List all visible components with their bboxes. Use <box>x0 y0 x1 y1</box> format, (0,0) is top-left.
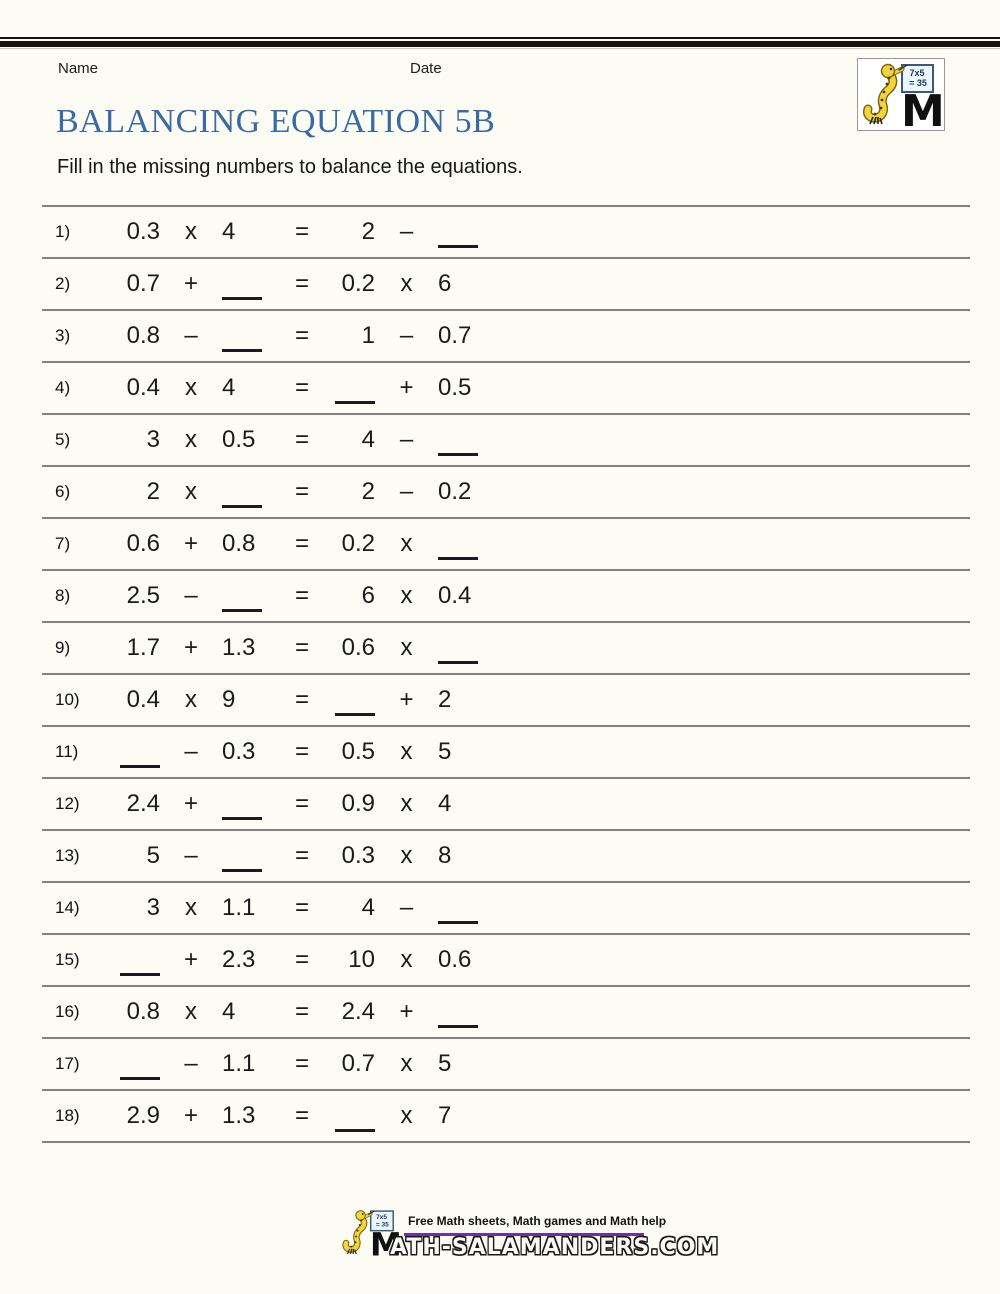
name-label: Name <box>58 60 99 77</box>
operator: x <box>400 842 413 869</box>
answer-blank[interactable] <box>438 217 478 248</box>
top-rule-shadow <box>0 48 1000 49</box>
operand: 1.7 <box>126 634 160 661</box>
equation-number: 10) <box>55 690 80 709</box>
equals-sign: = <box>295 738 310 765</box>
operator: – <box>399 894 414 921</box>
answer-blank[interactable] <box>438 529 478 560</box>
operand: 0.3 <box>341 842 375 869</box>
operator: x <box>400 582 413 609</box>
operator: x <box>185 218 197 245</box>
operand: 1.3 <box>222 634 256 661</box>
operand: 0.7 <box>126 270 160 297</box>
page-title: BALANCING EQUATION 5B <box>56 103 496 140</box>
operand: 2 <box>146 478 160 505</box>
equals-sign: = <box>295 1050 310 1077</box>
equation-row <box>42 935 970 987</box>
equals-sign: = <box>295 946 310 973</box>
answer-blank[interactable] <box>222 841 262 872</box>
operand: 0.4 <box>438 582 472 609</box>
operand: 0.6 <box>126 530 160 557</box>
operand: 1.1 <box>222 894 256 921</box>
operand: 2.4 <box>341 998 375 1025</box>
operand: 2.9 <box>126 1102 160 1129</box>
equation-number: 3) <box>55 326 71 345</box>
operand: 0.8 <box>222 530 256 557</box>
operand: 0.7 <box>341 1050 375 1077</box>
equation-number: 7) <box>55 534 71 553</box>
operand: 0.2 <box>438 478 472 505</box>
equals-sign: = <box>295 374 310 401</box>
answer-blank[interactable] <box>222 477 262 508</box>
operand: 0.3 <box>126 218 160 245</box>
equals-sign: = <box>295 530 310 557</box>
instructions-text: Fill in the missing numbers to balance the equations. <box>57 156 523 178</box>
operator: x <box>185 998 197 1025</box>
equation-number: 17) <box>55 1054 80 1073</box>
equation-row <box>42 987 970 1039</box>
equation-number: 12) <box>55 794 80 813</box>
equation-number: 8) <box>55 586 71 605</box>
operator: – <box>399 322 414 349</box>
operator: + <box>399 998 414 1025</box>
equation-row <box>42 311 970 363</box>
math-salamanders-corner-logo <box>857 58 945 131</box>
operator: – <box>184 322 198 349</box>
operator: + <box>399 374 414 401</box>
equals-sign: = <box>295 686 310 713</box>
answer-blank[interactable] <box>438 997 478 1028</box>
operator: + <box>399 686 414 713</box>
operator: x <box>400 634 413 661</box>
answer-blank[interactable] <box>222 321 262 352</box>
operator: x <box>400 946 413 973</box>
equals-sign: = <box>295 894 310 921</box>
answer-blank[interactable] <box>120 945 160 976</box>
operand: 0.6 <box>438 946 472 973</box>
operator: + <box>183 946 198 973</box>
equation-number: 11) <box>55 742 79 761</box>
equation-row <box>42 831 970 883</box>
equation-number: 2) <box>55 274 71 293</box>
operator: x <box>400 270 413 297</box>
operand: 9 <box>222 686 236 713</box>
operand: 1.1 <box>222 1050 256 1077</box>
equation-number: 18) <box>55 1106 80 1125</box>
equation-number: 5) <box>55 430 71 449</box>
top-rule-thick <box>0 41 1000 47</box>
operand: 8 <box>438 842 452 869</box>
operand: 2 <box>361 478 375 505</box>
operand: 0.5 <box>341 738 375 765</box>
equation-row <box>42 415 970 467</box>
operator: x <box>400 1102 413 1129</box>
operand: 0.4 <box>126 686 160 713</box>
equation-row <box>42 727 970 779</box>
operator: – <box>184 582 198 609</box>
top-rule <box>0 37 1000 39</box>
equation-number: 13) <box>55 846 80 865</box>
operand: 2 <box>361 218 375 245</box>
operator: x <box>185 894 197 921</box>
operand: 4 <box>222 374 236 401</box>
operand: 0.9 <box>341 790 375 817</box>
answer-blank[interactable] <box>438 425 478 456</box>
equation-row <box>42 363 970 415</box>
equals-sign: = <box>295 218 310 245</box>
operator: – <box>399 218 414 245</box>
operand: 0.8 <box>126 322 160 349</box>
operator: + <box>183 530 198 557</box>
footer <box>338 1206 720 1278</box>
answer-blank[interactable] <box>335 685 375 716</box>
operator: x <box>185 426 197 453</box>
operand: 1 <box>361 322 375 349</box>
answer-blank[interactable] <box>335 373 375 404</box>
equation-row <box>42 207 970 259</box>
operator: + <box>183 790 198 817</box>
equation-row <box>42 571 970 623</box>
equation-table <box>42 205 970 1143</box>
answer-blank[interactable] <box>222 269 262 300</box>
operand: 6 <box>361 582 375 609</box>
operand: 0.7 <box>438 322 472 349</box>
operator: x <box>400 530 413 557</box>
equation-row <box>42 675 970 727</box>
answer-blank[interactable] <box>222 581 262 612</box>
equation-row <box>42 467 970 519</box>
operand: 0.2 <box>341 530 375 557</box>
operator: – <box>184 1050 198 1077</box>
operand: 6 <box>438 270 452 297</box>
operand: 4 <box>438 790 452 817</box>
answer-blank[interactable] <box>438 893 478 924</box>
equals-sign: = <box>295 634 310 661</box>
operator: x <box>185 686 197 713</box>
operator: x <box>400 738 413 765</box>
operator: – <box>184 738 198 765</box>
operator: + <box>183 270 198 297</box>
footer-wordmark: ATH-SALAMANDERS.COM <box>390 1235 720 1260</box>
equals-sign: = <box>295 478 310 505</box>
operator: x <box>400 1050 413 1077</box>
operand: 2.3 <box>222 946 256 973</box>
equation-number: 16) <box>55 1002 80 1021</box>
equation-row <box>42 779 970 831</box>
equals-sign: = <box>295 1102 310 1129</box>
equals-sign: = <box>295 426 310 453</box>
operand: 7 <box>438 1102 452 1129</box>
operand: 2.4 <box>126 790 160 817</box>
answer-blank[interactable] <box>335 1101 375 1132</box>
footer-tagline: Free Math sheets, Math games and Math help <box>408 1214 667 1228</box>
operand: 5 <box>438 738 452 765</box>
equals-sign: = <box>295 842 310 869</box>
equation-row <box>42 519 970 571</box>
operand: 3 <box>146 426 160 453</box>
operand: 0.4 <box>126 374 160 401</box>
equation-number: 6) <box>55 482 71 501</box>
operand: 5 <box>438 1050 452 1077</box>
operand: 4 <box>222 998 236 1025</box>
date-label: Date <box>410 60 442 77</box>
operator: x <box>185 374 197 401</box>
operand: 3 <box>146 894 160 921</box>
equals-sign: = <box>295 790 310 817</box>
operand: 0.3 <box>222 738 256 765</box>
equals-sign: = <box>295 322 310 349</box>
equation-row <box>42 883 970 935</box>
operand: 5 <box>146 842 160 869</box>
answer-blank[interactable] <box>120 1049 160 1080</box>
equation-number: 14) <box>55 898 80 917</box>
operator: – <box>399 426 414 453</box>
operator: + <box>183 1102 198 1129</box>
operand: 0.6 <box>341 634 375 661</box>
equation-row <box>42 259 970 311</box>
equation-row <box>42 623 970 675</box>
operand: 4 <box>361 894 375 921</box>
equals-sign: = <box>295 270 310 297</box>
operand: 1.3 <box>222 1102 256 1129</box>
equation-number: 4) <box>55 378 71 397</box>
operand: 4 <box>222 218 236 245</box>
equation-row <box>42 1039 970 1091</box>
operator: x <box>185 478 197 505</box>
equation-number: 9) <box>55 638 71 657</box>
operand: 0.5 <box>222 426 256 453</box>
operand: 2 <box>438 686 452 713</box>
operand: 10 <box>348 946 375 973</box>
operand: 4 <box>361 426 375 453</box>
equation-row <box>42 1091 970 1143</box>
operand: 0.2 <box>341 270 375 297</box>
operand: 2.5 <box>126 582 160 609</box>
answer-blank[interactable] <box>438 633 478 664</box>
operand: 0.8 <box>126 998 160 1025</box>
answer-blank[interactable] <box>120 737 160 768</box>
operator: x <box>400 790 413 817</box>
operator: – <box>184 842 198 869</box>
operator: – <box>399 478 414 505</box>
equation-number: 1) <box>55 222 71 241</box>
operator: + <box>183 634 198 661</box>
equals-sign: = <box>295 582 310 609</box>
answer-blank[interactable] <box>222 789 262 820</box>
equation-number: 15) <box>55 950 80 969</box>
equals-sign: = <box>295 998 310 1025</box>
operand: 0.5 <box>438 374 472 401</box>
